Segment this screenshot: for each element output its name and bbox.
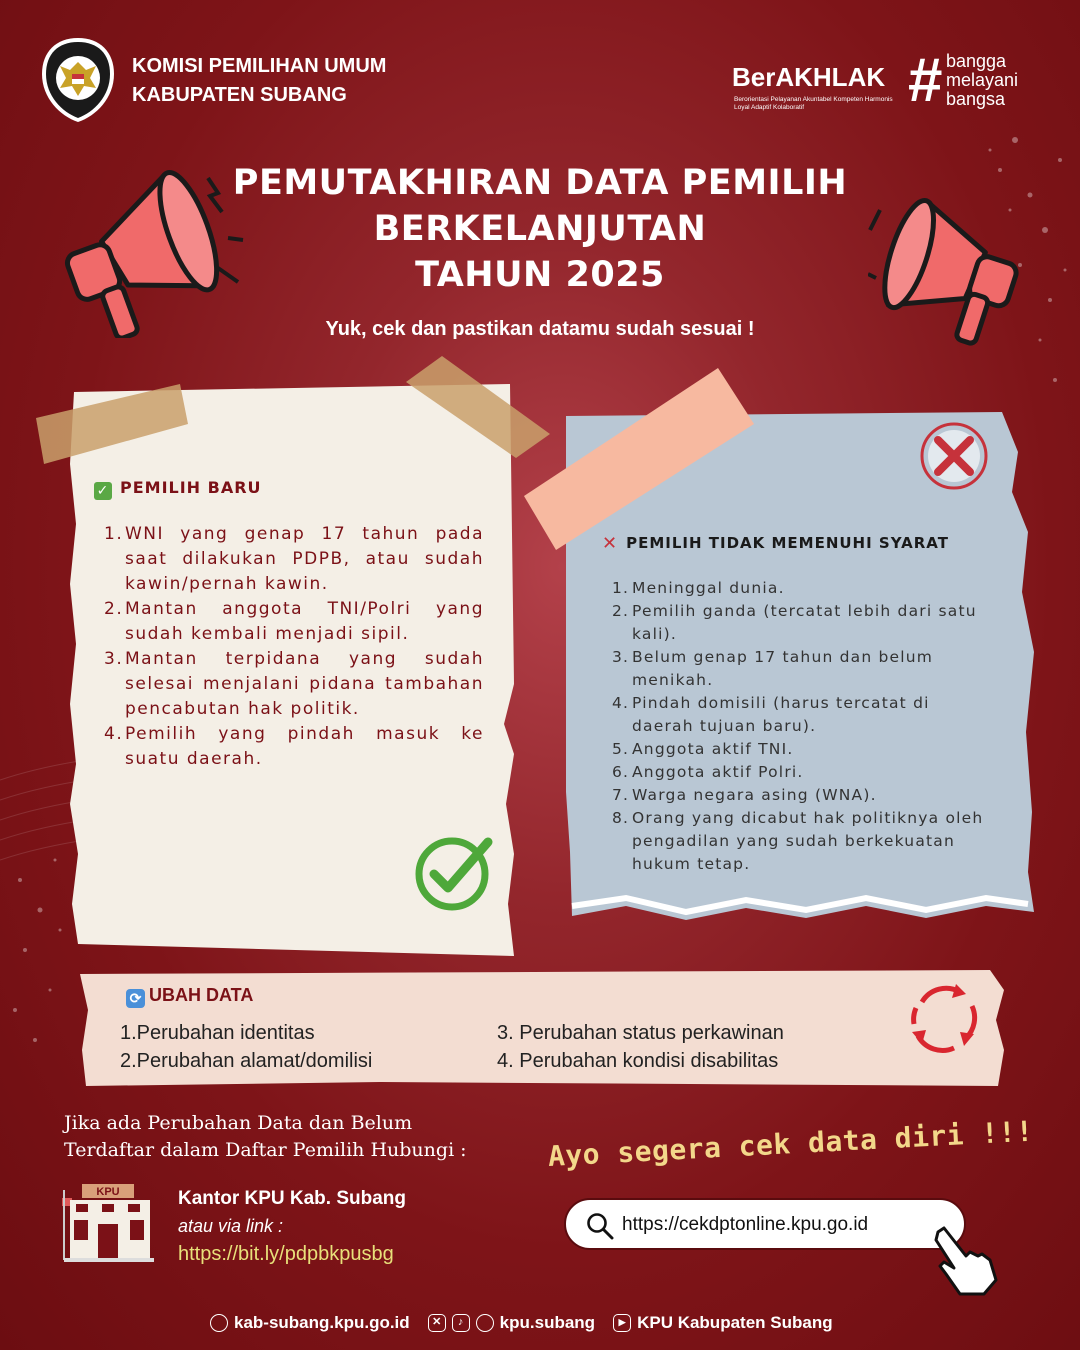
tag-line-2: melayani (946, 70, 1019, 90)
ubah-data-heading (126, 985, 253, 1008)
contact-intro (64, 1110, 467, 1164)
list-item (612, 577, 992, 600)
item-text: Meninggal dunia. (632, 579, 785, 597)
kpu-garuda-logo (40, 36, 116, 124)
berakhlak-logo (732, 48, 1042, 118)
refresh-icon (904, 980, 984, 1054)
berakhlak-word: BerAKHLAK (732, 62, 886, 92)
organization-name (132, 52, 386, 110)
ubah-data-col-1 (120, 1019, 372, 1075)
office-building-icon (60, 1180, 156, 1264)
footer-website[interactable]: kab-subang.kpu.go.id (234, 1313, 410, 1332)
hashtag-text (946, 52, 1018, 109)
ubah-data-item: 3. Perubahan status perkawinan (497, 1022, 784, 1044)
list-item (612, 807, 992, 876)
item-text: WNI yang genap 17 tahun pada saat dilakukan PDPB, atau sudah kawin/pernah kawin. (125, 524, 484, 594)
tidak-memenuhi-heading (602, 533, 949, 554)
item-number: 2. (104, 599, 124, 619)
hashtag-icon: # (908, 46, 943, 115)
item-number: 5. (612, 740, 630, 758)
pointing-hand-icon (922, 1222, 1002, 1296)
item-text: Warga negara asing (WNA). (632, 786, 877, 804)
youtube-icon: ▶ (613, 1314, 631, 1332)
footer-social[interactable]: kpu.subang (499, 1313, 596, 1332)
check-circle-icon (414, 834, 496, 912)
list-item (612, 738, 992, 761)
ubah-data-col-2 (497, 1019, 784, 1075)
org-line-1: KOMISI PEMILIHAN UMUM (132, 55, 387, 77)
org-line-2: KABUPATEN SUBANG (132, 84, 347, 106)
pemilih-baru-list (104, 522, 484, 772)
footer (210, 1313, 833, 1333)
item-text: Anggota aktif Polri. (632, 763, 804, 781)
pdpb-link[interactable]: https://bit.ly/pdpbkpusbg (178, 1243, 394, 1265)
kantor-label: Kantor KPU Kab. Subang (178, 1188, 407, 1209)
item-text: Orang yang dicabut hak politiknya oleh pengadilan yang sudah berkekuatan hukum tetap. (632, 809, 984, 873)
list-item (104, 597, 484, 647)
item-number: 1. (612, 579, 630, 597)
x-icon: ✕ (428, 1314, 446, 1332)
page-title (140, 160, 940, 298)
item-number: 3. (612, 648, 630, 666)
title-line-3: TAHUN 2025 (415, 255, 665, 295)
item-text: Mantan terpidana yang sudah selesai menjalani pidana tambahan pencabutan hak politik. (125, 649, 484, 719)
ubah-data-item: 4. Perubahan kondisi disabilitas (497, 1050, 779, 1072)
cekdpt-search-box[interactable] (564, 1198, 966, 1250)
cross-circle-icon (914, 420, 994, 494)
globe-icon (210, 1314, 228, 1332)
item-text: Pemilih yang pindah masuk ke suatu daerah. (125, 724, 484, 769)
item-number: 2. (612, 602, 630, 620)
list-item (612, 646, 992, 692)
ubah-data-item: 2.Perubahan alamat/domilisi (120, 1050, 373, 1072)
contact-intro-line-2: Terdaftar dalam Daftar Pemilih Hubungi : (64, 1139, 467, 1161)
title-line-2: BERKELANJUTAN (373, 209, 707, 249)
list-item (612, 600, 992, 646)
cta-heading: Ayo segera cek data diri !!! (547, 1114, 1035, 1173)
pemilih-baru-heading (94, 478, 262, 500)
search-url: https://cekdptonline.kpu.go.id (622, 1214, 869, 1235)
ubah-data-item: 1.Perubahan identitas (120, 1022, 315, 1044)
item-text: Belum genap 17 tahun dan belum menikah. (632, 648, 934, 689)
subtitle: Yuk, cek dan pastikan datamu sudah sesuai ! (325, 318, 755, 340)
office-sign: KPU (96, 1186, 120, 1198)
item-text: Pindah domisili (harus tercatat di daerah tujuan baru). (632, 694, 930, 735)
item-number: 6. (612, 763, 630, 781)
search-icon (586, 1212, 614, 1240)
tiktok-icon: ♪ (452, 1314, 470, 1332)
checkbox-icon: ✓ (94, 482, 112, 500)
item-text: Pemilih ganda (tercatat lebih dari satu kali). (632, 602, 977, 643)
list-item (104, 522, 484, 597)
item-number: 1. (104, 524, 124, 544)
item-number: 7. (612, 786, 630, 804)
contact-intro-line-1: Jika ada Perubahan Data dan Belum (64, 1112, 413, 1134)
item-text: Anggota aktif TNI. (632, 740, 794, 758)
item-number: 8. (612, 809, 630, 827)
title-line-1: PEMUTAKHIRAN DATA PEMILIH (232, 163, 848, 203)
cross-icon: ✕ (602, 533, 619, 554)
instagram-icon (476, 1314, 494, 1332)
atau-label: atau via link : (178, 1216, 284, 1236)
item-number: 4. (104, 724, 124, 744)
item-number: 4. (612, 694, 630, 712)
list-item (104, 722, 484, 772)
tape-right (518, 364, 758, 554)
list-item (612, 692, 992, 738)
list-item (104, 647, 484, 722)
item-text: Mantan anggota TNI/Polri yang sudah kembali menjadi sipil. (125, 599, 484, 644)
tidak-memenuhi-heading-text: PEMILIH TIDAK MEMENUHI SYARAT (626, 534, 949, 552)
berakhlak-subtitle: Berorientasi Pelayanan Akuntabel Kompeten Harmonis Loyal Adaptif Kolaboratif (734, 96, 893, 111)
sync-icon: ⟳ (126, 989, 145, 1008)
footer-youtube[interactable]: KPU Kabupaten Subang (637, 1313, 833, 1332)
ubah-data-heading-text: UBAH DATA (149, 985, 254, 1005)
tape-left-1 (30, 380, 190, 475)
tag-line-1: bangga (946, 51, 1007, 71)
item-number: 3. (104, 649, 124, 669)
tidak-memenuhi-list (612, 577, 992, 876)
tag-line-3: bangsa (946, 89, 1006, 109)
list-item (612, 784, 992, 807)
list-item (612, 761, 992, 784)
pemilih-baru-heading-text: PEMILIH BARU (120, 478, 262, 497)
